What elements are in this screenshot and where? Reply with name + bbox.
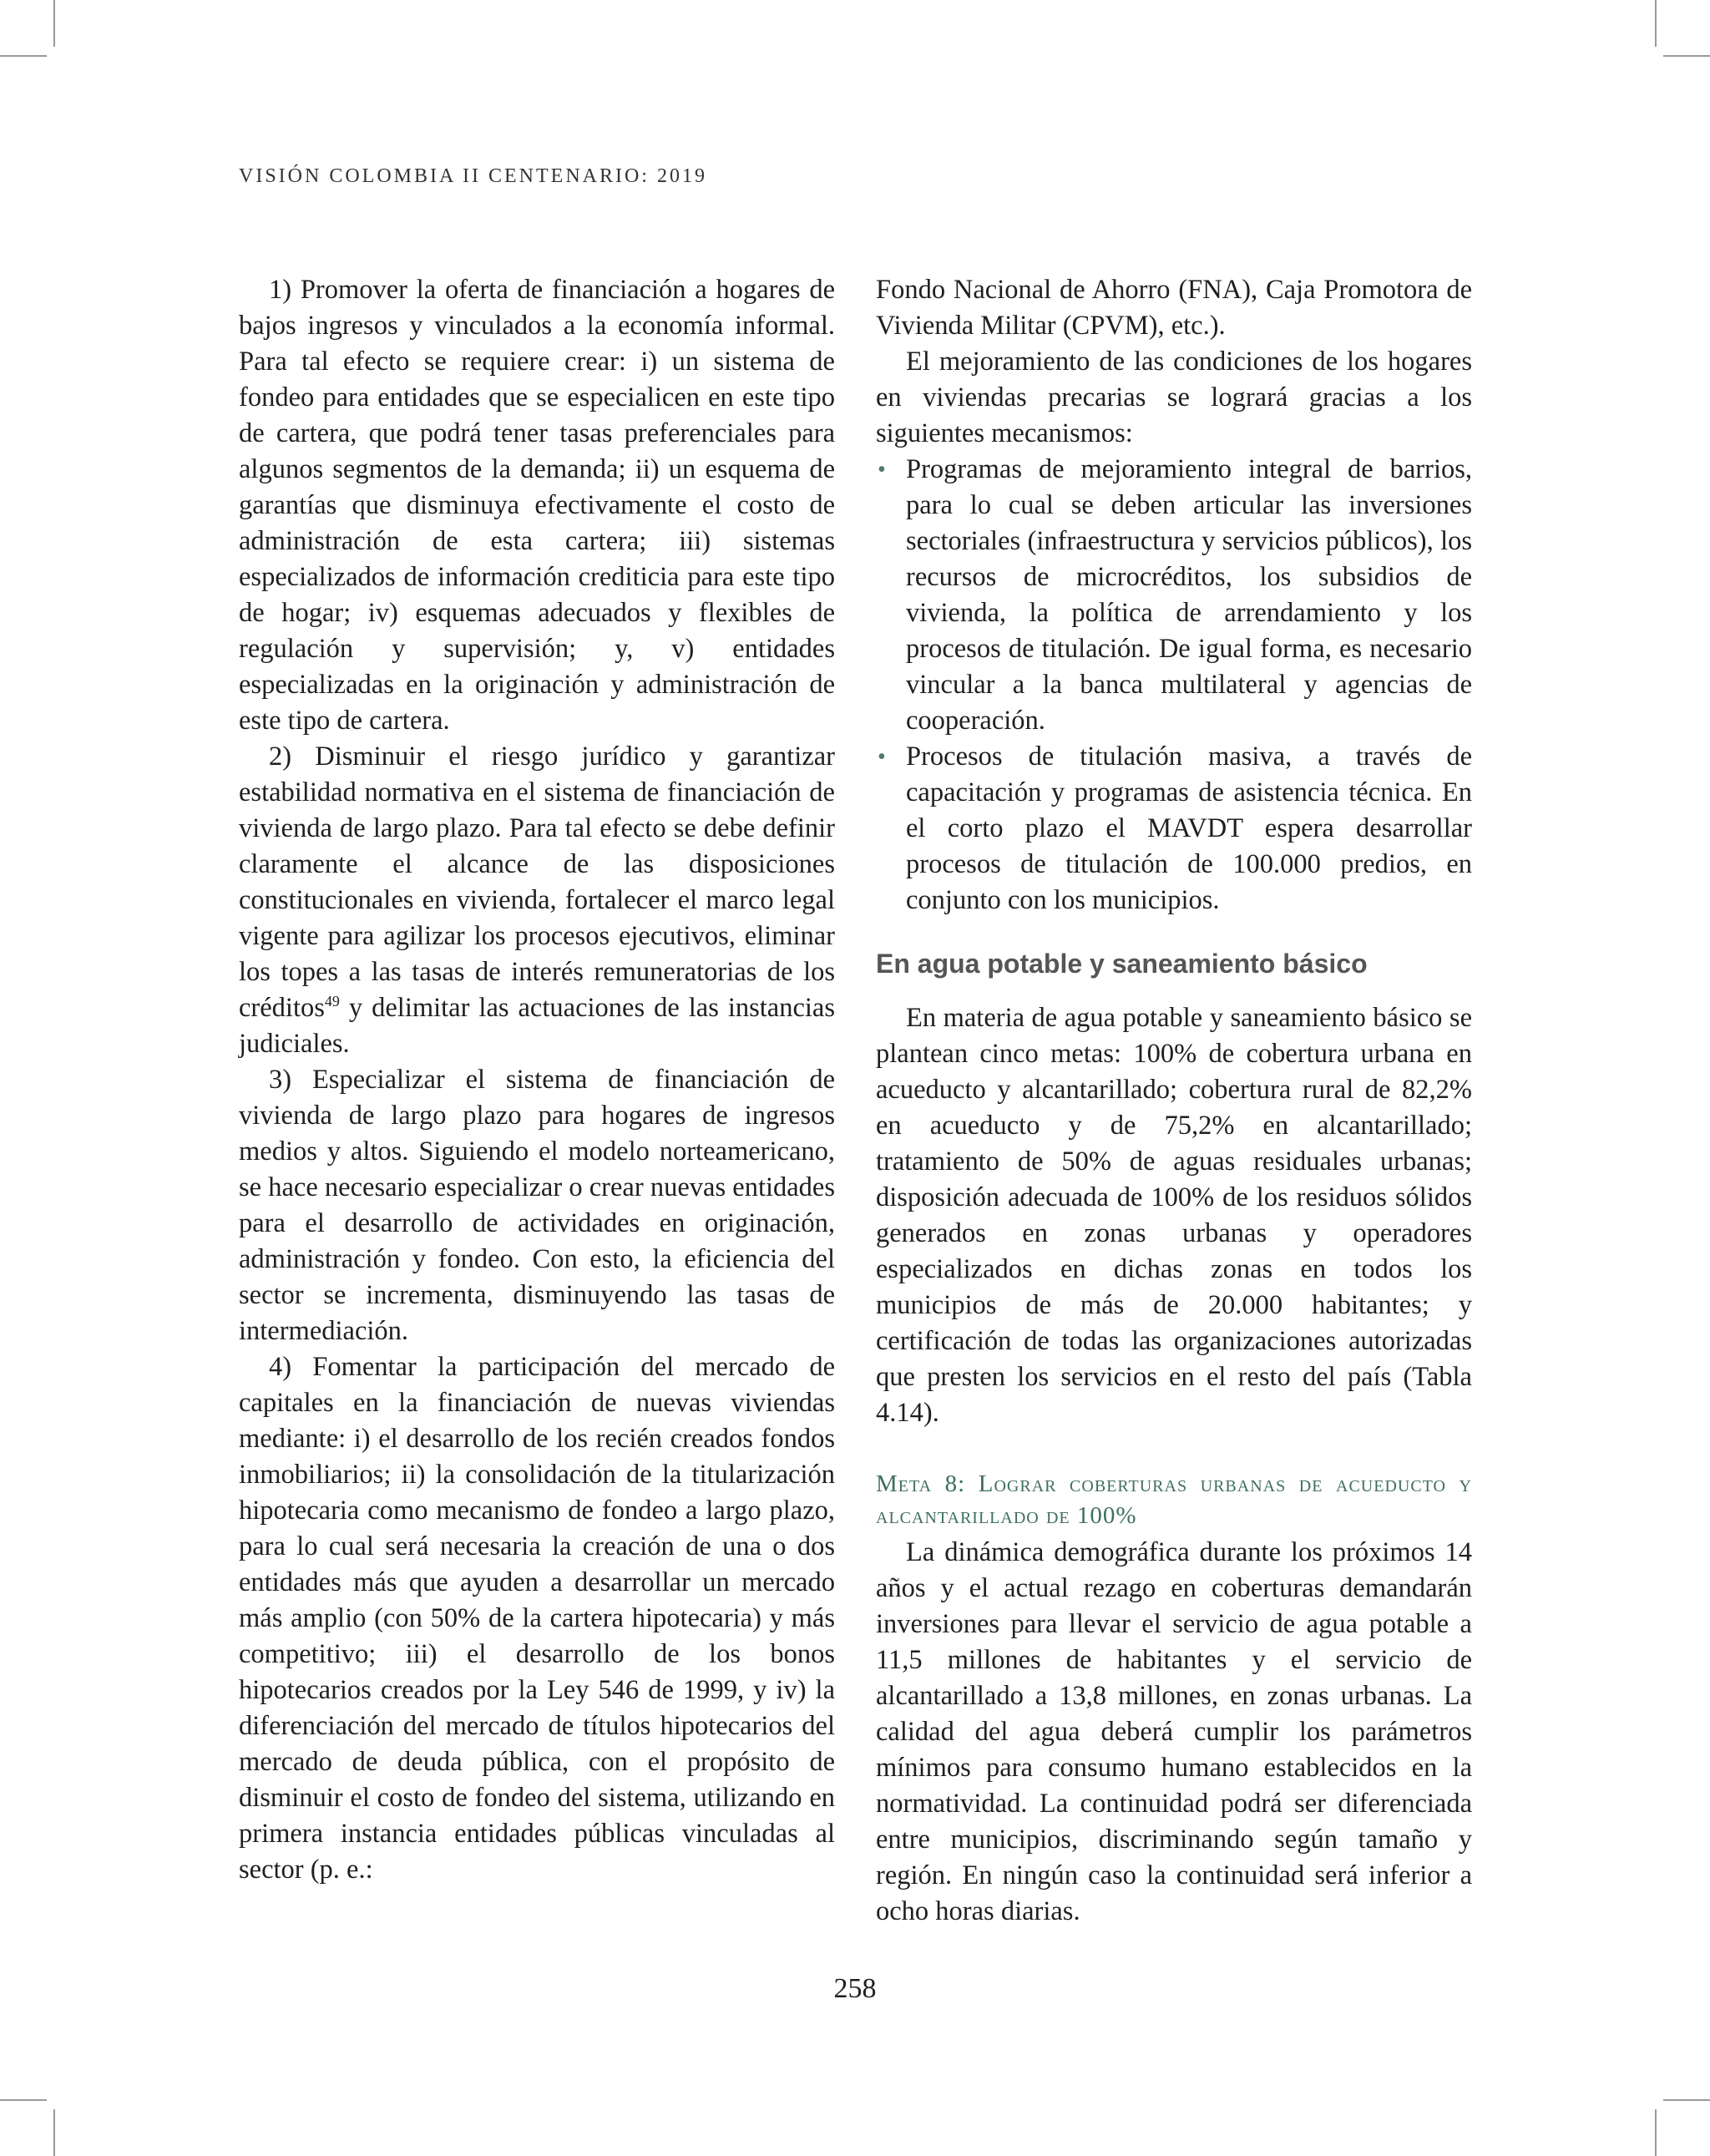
crop-mark-top-left-h (0, 55, 47, 57)
list-item (876, 452, 1472, 739)
running-header: VISIÓN COLOMBIA II CENTENARIO: 2019 (239, 165, 707, 187)
section-heading: En agua potable y saneamiento básico (876, 949, 1368, 979)
meta-heading: Meta 8: Lograr coberturas urbanas de acueducto y alcantarillado de 100% (876, 1470, 1472, 1529)
paragraph-dinamica: La dinámica demográfica durante los próximos 14 años y el actual rezago en coberturas demandarán inversiones para llevar el servicio de agua potable a 11,5 millones de habitantes y el servicio de alcantarillado a 13,8 millones, en zonas urbanas. La calidad del agua deberá cumplir los parámetros mínimos para consumo humano establecidos en la normatividad. La continuidad podrá ser diferenciada entre municipios, discriminando según tamaño y región. En ningún caso la continuidad será inferior a ocho horas diarias. (876, 1537, 1472, 1926)
crop-mark-bottom-left-v (53, 2109, 55, 2156)
crop-mark-bottom-left-h (0, 2099, 47, 2101)
left-column (239, 272, 835, 1888)
crop-mark-top-left-v (53, 0, 55, 47)
paragraph-2 (239, 739, 835, 1062)
paragraph-agua: En materia de agua potable y saneamiento básico se plantean cinco metas: 100% de cobertura urbana en acueducto y alcantarillado; cobertura rural de 82,2% en acueducto y de 75,2% en alcantarillado; tratamiento de 50% de aguas residuales urbanas; disposición adecuada de 100% de los residuos sólidos generados en zonas urbanas y operadores especializados en dichas zonas en todos los municipios de más de 20.000 habitantes; y certificación de todas las organizaciones autorizadas que presten los servicios en el resto del país (Tabla 4.14). (876, 1003, 1472, 1428)
paragraph-mejoramiento: El mejoramiento de las condiciones de los hogares en viviendas precarias se logrará gracias a los siguientes mecanismos: (876, 347, 1472, 448)
bullet-icon: • (878, 744, 886, 770)
list-item-text: Procesos de titulación masiva, a través de capacitación y programas de asistencia técnica. En el corto plazo el MAVDT espera desarrollar procesos de titulación de 100.000 predios, en conjunto con los municipios. (906, 741, 1472, 915)
list-item-text: Programas de mejoramiento integral de barrios, para lo cual se deben articular las inversiones sectoriales (infraestructura y servicios públicos), los recursos de microcréditos, los subsidios de vivienda, la política de arrendamiento y los procesos de titulación. De igual forma, es necesario vincular a la banca multilateral y agencias de cooperación. (906, 454, 1472, 736)
bullet-icon: • (878, 457, 886, 483)
paragraph-continued: Fondo Nacional de Ahorro (FNA), Caja Promotora de Vivienda Militar (CPVM), etc.). (876, 275, 1472, 341)
paragraph-2-text-b: y delimitar las actuaciones de las instancias judiciales. (239, 993, 835, 1059)
paragraph-3: 3) Especializar el sistema de financiación de vivienda de largo plazo para hogares de ingresos medios y altos. Siguiendo el modelo norteamericano, se hace necesario especializar o crear nuevas entidades para el desarrollo de actividades en originación, administración y fondeo. Con esto, la eficiencia del sector se incrementa, disminuyendo las tasas de intermediación. (239, 1065, 835, 1346)
footnote-reference: 49 (324, 993, 340, 1010)
crop-mark-bottom-right-v (1655, 2109, 1657, 2156)
crop-mark-top-right-h (1663, 55, 1710, 57)
mechanisms-list (876, 452, 1472, 919)
paragraph-1: 1) Promover la oferta de financiación a hogares de bajos ingresos y vinculados a la economía informal. Para tal efecto se requiere crear: i) un sistema de fondeo para entidades que se especialicen en este tipo de cartera, que podrá tener tasas preferenciales para algunos segmentos de la demanda; ii) un esquema de garantías que disminuya efectivamente el costo de administración de esta cartera; iii) sistemas especializados de información crediticia para este tipo de hogar; iv) esquemas adecuados y flexibles de regulación y supervisión; y, v) entidades especializadas en la originación y administración de este tipo de cartera. (239, 275, 835, 736)
paragraph-4: 4) Fomentar la participación del mercado de capitales en la financiación de nuevas viviendas mediante: i) el desarrollo de los recién creados fondos inmobiliarios; ii) la consolidación de la titularización hipotecaria como mecanismo de fondeo a largo plazo, para lo cual será necesaria la creación de una o dos entidades más que ayuden a desarrollar un mercado más amplio (con 50% de la cartera hipotecaria) y más competitivo; iii) el desarrollo de los bonos hipotecarios creados por la Ley 546 de 1999, y iv) la diferenciación del mercado de títulos hipotecarios del mercado de deuda pública, con el propósito de disminuir el costo de fondeo del sistema, utilizando en primera instancia entidades públicas vinculadas al sector (p. e.: (239, 1352, 835, 1885)
crop-mark-bottom-right-h (1663, 2099, 1710, 2101)
page-number: 258 (833, 1973, 877, 2004)
right-column (876, 272, 1472, 1930)
list-item (876, 739, 1472, 919)
paragraph-2-text-a: 2) Disminuir el riesgo jurídico y garantizar estabilidad normativa en el sistema de financiación de vivienda de largo plazo. Para tal efecto se debe definir claramente el alcance de las disposiciones constitucionales en vivienda, fortalecer el marco legal vigente para agilizar los procesos ejecutivos, eliminar los topes a las tasas de interés remuneratorias de los créditos (239, 741, 835, 1023)
crop-mark-top-right-v (1655, 0, 1657, 47)
